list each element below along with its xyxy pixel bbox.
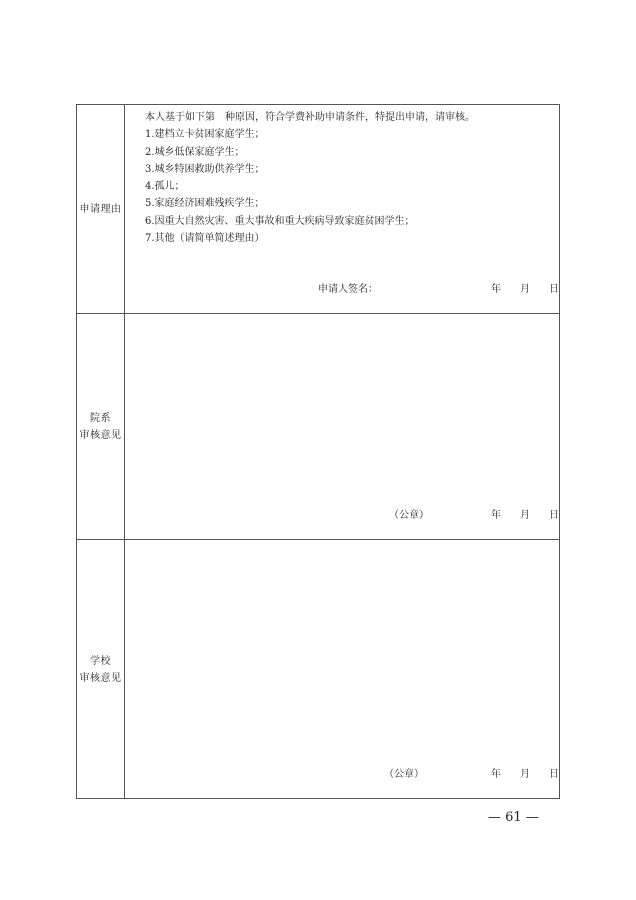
row-divider-1 [77,313,559,314]
application-reason-label [77,201,124,218]
reason-option-1: 1.建档立卡贫困家庭学生； [145,129,265,141]
date-month-label: 月 [520,284,530,295]
reason-intro-text: 本人基于如下第 种原因，符合学费补助申请条件，特提出申请，请审核。 [145,112,475,123]
school-review-label-line-1: 学校 [90,656,111,667]
date-year-label: 年 [491,284,501,295]
applicant-signature-label: 申请人签名： [318,284,378,295]
row-divider-2 [77,539,559,540]
school-review-label-line-2: 审核意见 [79,673,122,684]
department-date-day: 日 [549,510,559,521]
reason-option-3: 3.城乡特困救助供养学生； [145,163,265,175]
department-date-month: 月 [520,510,530,521]
label-column-divider [124,105,125,798]
reason-option-6: 6.因重大自然灾害、重大事故和重大疾病导致家庭贫困学生； [145,215,415,227]
reason-option-4: 4.孤儿； [145,181,185,193]
reason-option-5: 5.家庭经济困难残疾学生； [145,198,265,210]
department-review-label [77,410,124,444]
application-reason-content [145,109,475,247]
school-seal-label: （公章） [384,769,424,780]
school-date-year: 年 [491,769,501,780]
application-form-table [76,104,560,799]
department-date-year: 年 [491,510,501,521]
department-seal-label: （公章） [389,510,429,521]
reason-option-7: 7.其他（请简单简述理由） [145,233,265,245]
date-day-label: 日 [549,284,559,295]
school-review-label [77,653,124,687]
application-reason-label-line: 申请理由 [79,204,122,215]
department-review-label-line-2: 审核意见 [79,430,122,441]
reason-option-2: 2.城乡低保家庭学生； [145,146,245,158]
school-date-day: 日 [549,769,559,780]
page-number: — 61 — [488,810,539,825]
department-review-label-line-1: 院系 [90,413,111,424]
school-date-month: 月 [520,769,530,780]
